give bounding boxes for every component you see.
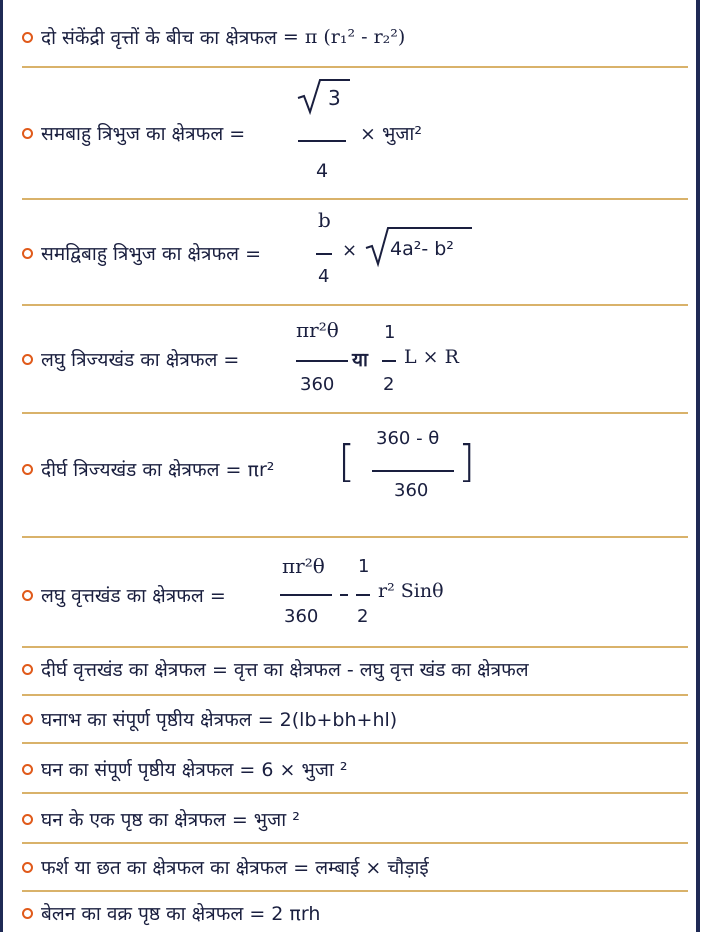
- square-root-icon: [296, 76, 352, 116]
- formula-row-12: [22, 900, 320, 926]
- formula-row-4: [22, 346, 239, 372]
- fraction-numerator: b: [318, 208, 331, 232]
- divider: [22, 694, 688, 696]
- divider: [22, 792, 688, 794]
- circle-bullet-icon: [22, 248, 33, 259]
- circle-bullet-icon: [22, 714, 33, 725]
- fraction-bar: [316, 253, 332, 255]
- fraction-denominator: 4: [318, 266, 330, 287]
- divider: [22, 66, 688, 68]
- formula-label: लघु त्रिज्यखंड का क्षेत्रफल =: [41, 349, 240, 371]
- fraction-bar: [298, 140, 346, 142]
- divider: [22, 198, 688, 200]
- divider: [22, 536, 688, 538]
- fraction-denominator: 360: [394, 480, 429, 501]
- formula-row-7: [22, 656, 529, 682]
- root-expression: 4a²- b²: [390, 238, 454, 260]
- formula-row-3: [22, 240, 261, 266]
- or-word: या: [352, 349, 368, 371]
- circle-bullet-icon: [22, 590, 33, 601]
- circle-bullet-icon: [22, 128, 33, 139]
- fraction-bar: [372, 470, 454, 472]
- divider: [22, 304, 688, 306]
- formula-row-10: [22, 806, 300, 832]
- circle-bullet-icon: [22, 464, 33, 475]
- fraction-bar: [280, 594, 332, 596]
- divider: [22, 890, 688, 892]
- fraction-numerator: 3: [328, 86, 341, 110]
- circle-bullet-icon: [22, 862, 33, 873]
- divider: [22, 646, 688, 648]
- minus-sign: [340, 594, 348, 596]
- fraction-denominator: 2: [357, 606, 369, 627]
- formula-row-11: [22, 854, 429, 880]
- circle-bullet-icon: [22, 908, 33, 919]
- formula-label: घन का संपूर्ण पृष्ठीय क्षेत्रफल = 6 × भुजा ²: [41, 759, 348, 781]
- circle-bullet-icon: [22, 814, 33, 825]
- formula-label: बेलन का वक्र पृष्ठ का क्षेत्रफल = 2 πrh: [41, 903, 321, 925]
- fraction-bar: [382, 360, 396, 362]
- formula-label: समद्विबाहु त्रिभुज का क्षेत्रफल =: [41, 243, 262, 265]
- fraction-numerator: 1: [384, 322, 396, 343]
- formula-row-2: [22, 120, 245, 146]
- fraction-numerator: πr²θ: [296, 318, 339, 342]
- fraction-denominator: 360: [300, 374, 335, 395]
- formula-expression: = π (r₁² - r₂²): [282, 26, 406, 48]
- formula-tail: × भुजा²: [360, 123, 422, 145]
- right-bracket: ]: [458, 436, 476, 487]
- circle-bullet-icon: [22, 764, 33, 775]
- formula-row-9: [22, 756, 348, 782]
- formula-label: घन के एक पृष्ठ का क्षेत्रफल = भुजा ²: [41, 809, 300, 831]
- fraction-numerator: 360 - θ: [376, 428, 440, 449]
- formula-tail: r² Sinθ: [378, 580, 444, 602]
- formula-label: समबाहु त्रिभुज का क्षेत्रफल =: [41, 123, 246, 145]
- formula-row-1: [22, 24, 405, 50]
- divider: [22, 842, 688, 844]
- circle-bullet-icon: [22, 664, 33, 675]
- formula-row-8: [22, 706, 397, 732]
- circle-bullet-icon: [22, 354, 33, 365]
- formula-label: लघु वृत्तखंड का क्षेत्रफल =: [41, 585, 226, 607]
- formula-label: दीर्घ वृत्तखंड का क्षेत्रफल = वृत्त का क्षेत्रफल - लघु वृत्त खंड का क्षेत्रफल: [41, 659, 529, 681]
- divider: [22, 412, 688, 414]
- fraction-denominator: 360: [284, 606, 319, 627]
- fraction-bar: [296, 360, 348, 362]
- formula-row-6: [22, 582, 226, 608]
- formula-tail: ×: [342, 240, 358, 261]
- formula-label: दीर्घ त्रिज्यखंड का क्षेत्रफल = πr²: [41, 459, 275, 481]
- formula-label: घनाभ का संपूर्ण पृष्ठीय क्षेत्रफल = 2(lb+bh+hl): [41, 709, 398, 731]
- fraction-numerator: πr²θ: [282, 554, 325, 578]
- fraction-denominator: 4: [316, 160, 329, 182]
- fraction-bar: [356, 594, 370, 596]
- formula-label: दो संकेंद्री वृत्तों के बीच का क्षेत्रफल: [41, 27, 277, 49]
- formula-tail: L × R: [404, 346, 459, 368]
- formula-row-5: [22, 456, 274, 482]
- divider: [22, 742, 688, 744]
- formula-label: फर्श या छत का क्षेत्रफल का क्षेत्रफल = लम्बाई × चौड़ाई: [41, 857, 429, 879]
- fraction-denominator: 2: [383, 374, 395, 395]
- circle-bullet-icon: [22, 32, 33, 43]
- left-bracket: [: [338, 436, 356, 487]
- fraction-numerator: 1: [358, 556, 370, 577]
